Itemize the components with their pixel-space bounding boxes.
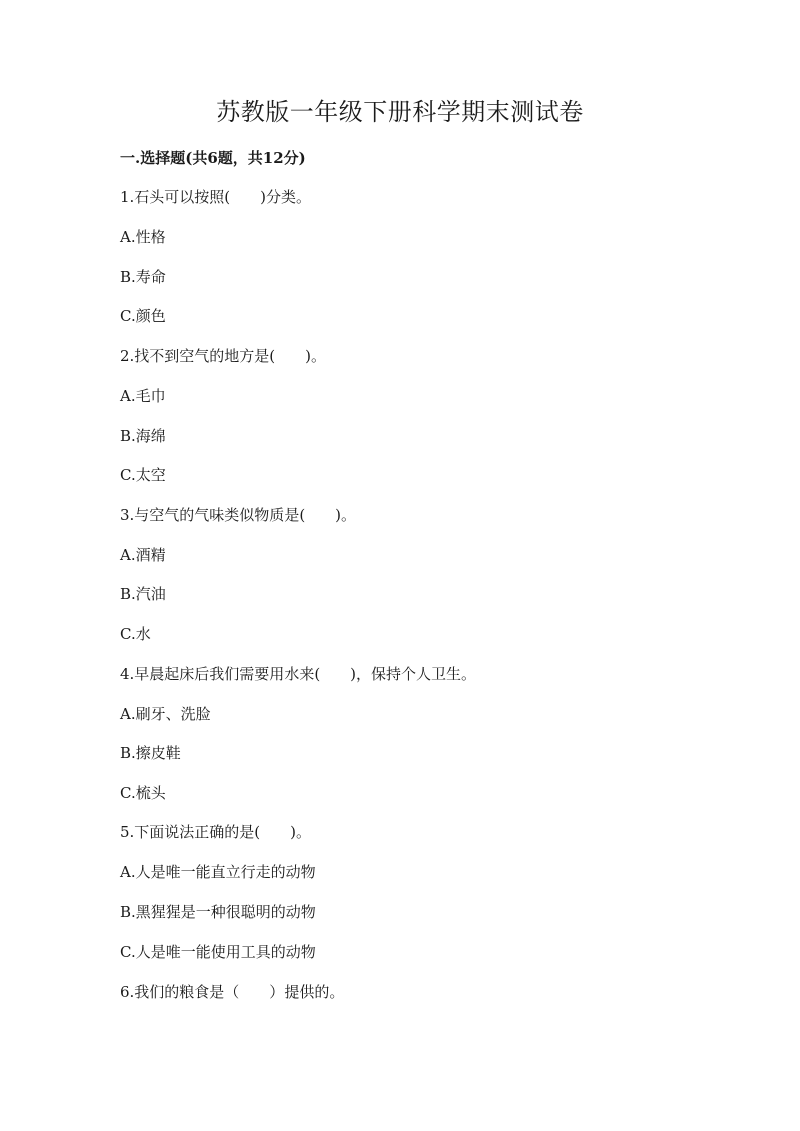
question-1-option-b: B.寿命 <box>120 268 166 286</box>
question-4-stem: 4.早晨起床后我们需要用水来( )，保持个人卫生。 <box>120 665 477 683</box>
question-5-option-b: B.黑猩猩是一种很聪明的动物 <box>120 903 316 921</box>
question-1-option-a: A.性格 <box>120 228 166 246</box>
question-4-option-b: B.擦皮鞋 <box>120 744 181 762</box>
question-3-option-c: C.水 <box>120 625 151 643</box>
question-4-option-a: A.刷牙、洗脸 <box>120 705 211 723</box>
question-1-stem: 1.石头可以按照( )分类。 <box>120 188 312 206</box>
question-5-option-a: A.人是唯一能直立行走的动物 <box>120 863 316 881</box>
question-3-option-a: A.酒精 <box>120 546 166 564</box>
question-4-option-c: C.梳头 <box>120 784 166 802</box>
question-2-option-b: B.海绵 <box>120 427 166 445</box>
question-6-stem: 6.我们的粮食是（ ）提供的。 <box>120 983 345 1001</box>
question-3-option-b: B.汽油 <box>120 585 166 603</box>
question-5-stem: 5.下面说法正确的是( )。 <box>120 823 312 841</box>
question-2-option-a: A.毛巾 <box>120 387 166 405</box>
page-title: 苏教版一年级下册科学期末测试卷 <box>216 98 584 126</box>
question-3-stem: 3.与空气的气味类似物质是( )。 <box>120 506 357 524</box>
question-5-option-c: C.人是唯一能使用工具的动物 <box>120 943 316 961</box>
question-2-option-c: C.太空 <box>120 466 166 484</box>
question-1-option-c: C.颜色 <box>120 307 166 325</box>
question-2-stem: 2.找不到空气的地方是( )。 <box>120 347 327 365</box>
section-heading: 一.选择题(共6题，共12分) <box>120 149 306 167</box>
